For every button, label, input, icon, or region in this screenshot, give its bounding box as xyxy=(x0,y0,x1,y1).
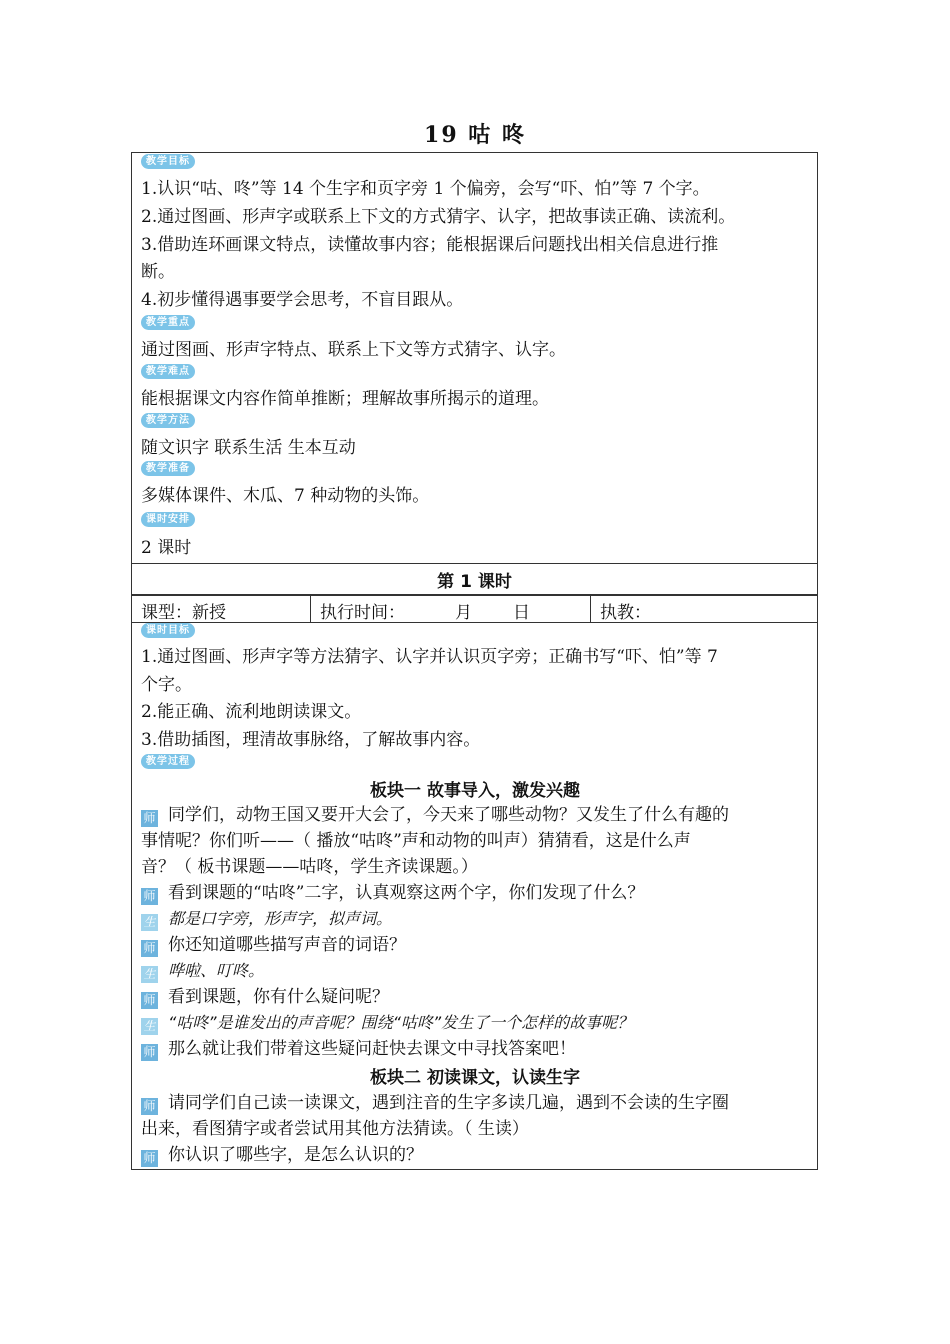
page-title: 19 咕 咚 xyxy=(424,122,526,148)
tag-schedule: 课时安排 xyxy=(141,512,195,527)
cell-divider xyxy=(310,596,311,622)
lesson-info-row xyxy=(131,595,818,623)
goal-line: 2.通过图画、形声字或联系上下文的方式猜字、认字，把故事读正确、读流利。 xyxy=(141,207,736,227)
tag-difficulties: 教学难点 xyxy=(141,364,195,379)
preparation-text: 多媒体课件、木瓜、7 种动物的头饰。 xyxy=(141,486,430,506)
month-label: 月 xyxy=(455,603,472,623)
dialogue-line: 生 “咕咚”是谁发出的声音呢？围绕“咕咚”发生了一个怎样的故事呢？ xyxy=(141,1010,809,1036)
section-heading: 板块一 故事导入，激发兴趣 xyxy=(370,781,580,801)
teacher-role-icon: 师 xyxy=(141,810,158,827)
lesson-type: 课型：新授 xyxy=(141,603,226,623)
day-label: 日 xyxy=(513,603,530,623)
dialogue-line: 师 你还知道哪些描写声音的词语？ xyxy=(141,932,809,958)
tag-preparation: 教学准备 xyxy=(141,461,195,476)
teacher-role-icon: 师 xyxy=(141,992,158,1009)
lesson-title: 第 1 课时 xyxy=(437,572,512,592)
dialogue-line: 师 那么就让我们带着这些疑问赶快去课文中寻找答案吧！ xyxy=(141,1036,809,1062)
dialogue-line: 师 看到课题，你有什么疑问呢？ xyxy=(141,984,809,1010)
cell-divider xyxy=(590,596,591,622)
dialogue-line: 出来，看图猜字或者尝试用其他方法猜读。（ 生读） xyxy=(141,1119,529,1139)
student-role-icon: 生 xyxy=(141,1018,158,1035)
teacher-label: 执教： xyxy=(600,603,651,623)
lesson-goal-line: 1.通过图画、形声字等方法猜字、认字并认识页字旁；正确书写“吓、怕”等 7 xyxy=(141,647,718,667)
lesson-content xyxy=(131,622,818,1170)
dialogue-line: 生 都是口字旁，形声字，拟声词。 xyxy=(141,906,809,932)
methods-text: 随文识字 联系生活 生本互动 xyxy=(141,438,356,458)
dialogue-line: 生 哗啦、叮咚。 xyxy=(141,958,809,984)
student-role-icon: 生 xyxy=(141,966,158,983)
lesson-goal-line: 3.借助插图，理清故事脉络，了解故事内容。 xyxy=(141,730,481,750)
teacher-role-icon: 师 xyxy=(141,1044,158,1061)
goal-line: 断。 xyxy=(141,262,175,282)
tag-methods: 教学方法 xyxy=(141,413,195,428)
dialogue-line: 事情呢？你们听——（ 播放“咕咚”声和动物的叫声）猜猜看，这是什么声 xyxy=(141,831,691,851)
goal-line: 3.借助连环画课文特点，读懂故事内容；能根据课后问题找出相关信息进行推 xyxy=(141,235,719,255)
section-heading: 板块二 初读课文，认读生字 xyxy=(370,1068,580,1088)
teacher-role-icon: 师 xyxy=(141,1098,158,1115)
dialogue-line: 音？（ 板书课题——咕咚，学生齐读课题。） xyxy=(141,857,478,877)
tag-process: 教学过程 xyxy=(141,754,195,769)
execution-time-label: 执行时间： xyxy=(320,603,405,623)
goal-line: 4.初步懂得遇事要学会思考，不盲目跟从。 xyxy=(141,290,464,310)
schedule-text: 2 课时 xyxy=(141,538,192,558)
lesson-goal-line: 个字。 xyxy=(141,675,192,695)
overview-table xyxy=(131,152,818,564)
tag-key-points: 教学重点 xyxy=(141,315,195,330)
teacher-role-icon: 师 xyxy=(141,1150,158,1167)
student-role-icon: 生 xyxy=(141,914,158,931)
lesson-title-row xyxy=(131,564,818,595)
teacher-role-icon: 师 xyxy=(141,888,158,905)
key-points-text: 通过图画、形声字特点、联系上下文等方式猜字、认字。 xyxy=(141,340,566,360)
dialogue-line: 师 同学们，动物王国又要开大会了，今天来了哪些动物？又发生了什么有趣的 xyxy=(141,802,809,828)
teacher-role-icon: 师 xyxy=(141,940,158,957)
dialogue-line: 师 请同学们自己读一读课文，遇到注音的生字多读几遍，遇到不会读的生字圈 xyxy=(141,1090,809,1116)
difficulties-text: 能根据课文内容作简单推断；理解故事所揭示的道理。 xyxy=(141,389,549,409)
goal-line: 1.认识“咕、咚”等 14 个生字和页字旁 1 个偏旁，会写“吓、怕”等 7 个字。 xyxy=(141,179,710,199)
lesson-goal-line: 2.能正确、流利地朗读课文。 xyxy=(141,702,362,722)
dialogue-line: 师 看到课题的“咕咚”二字，认真观察这两个字，你们发现了什么？ xyxy=(141,880,809,906)
tag-teaching-goals: 教学目标 xyxy=(141,154,195,169)
tag-lesson-goals: 课时目标 xyxy=(141,623,195,638)
dialogue-line: 师 你认识了哪些字，是怎么认识的？ xyxy=(141,1142,809,1168)
